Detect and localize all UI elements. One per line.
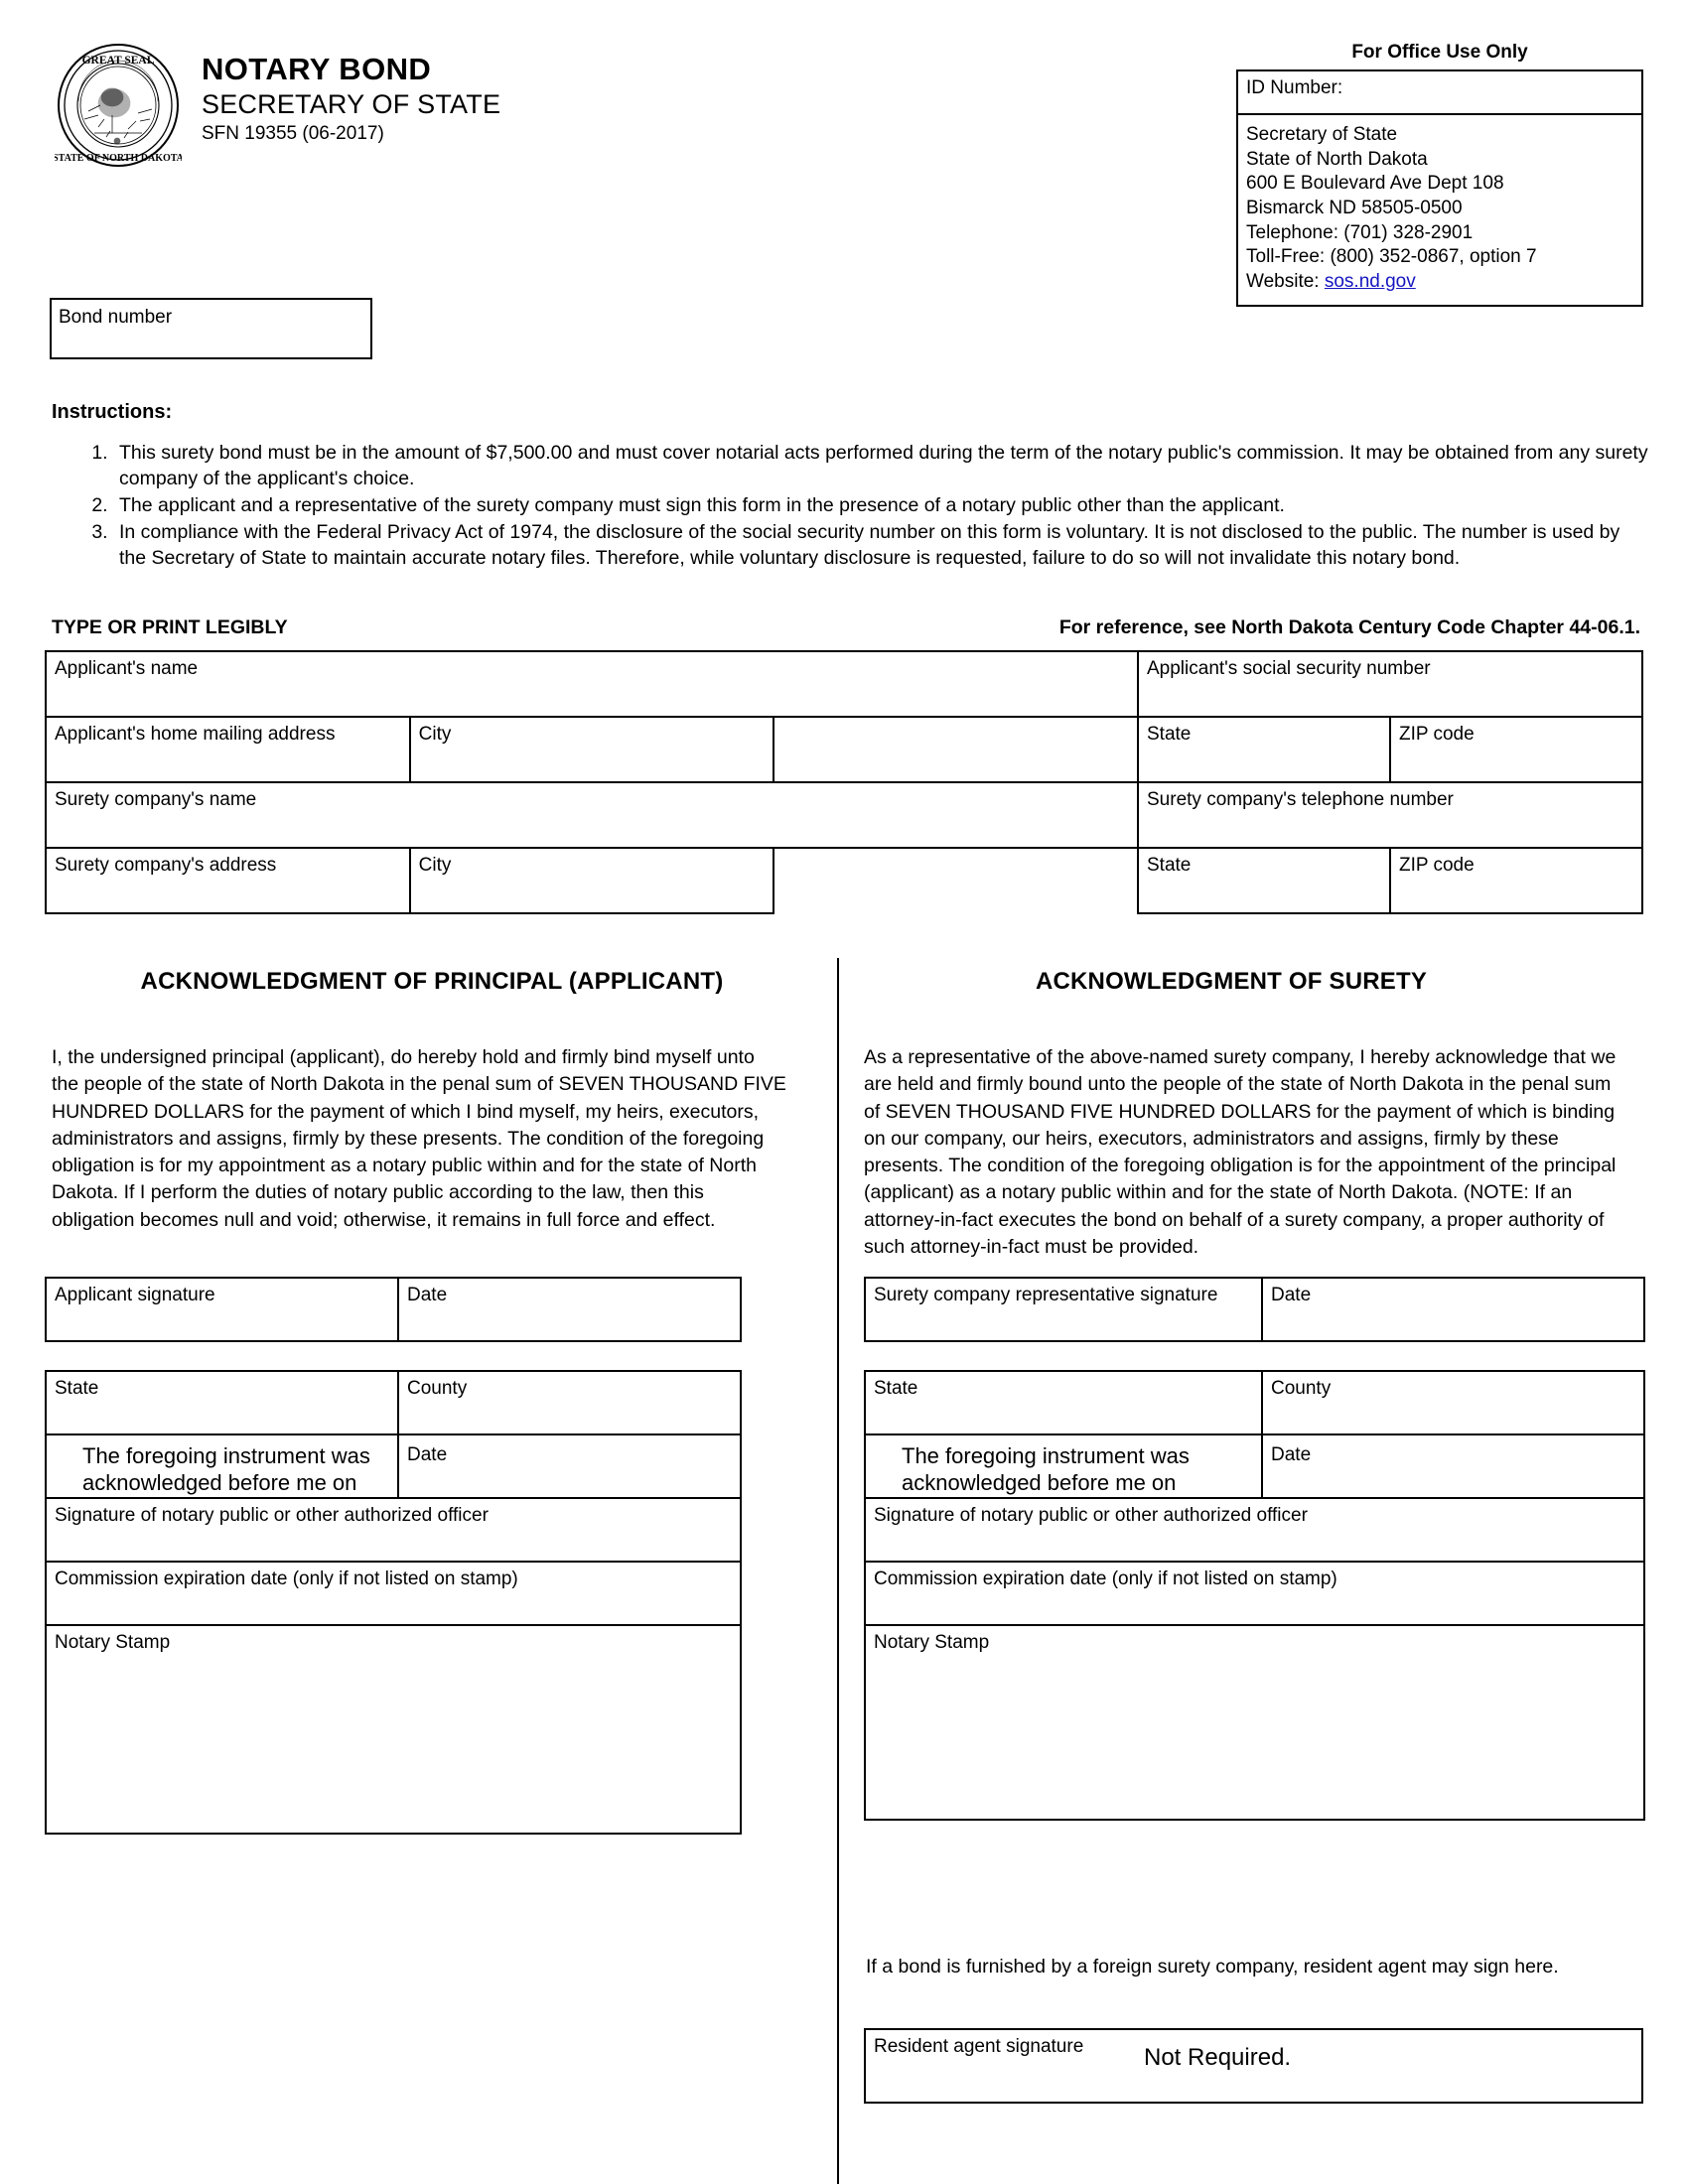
notary-state-field[interactable]: State [865,1371,1262,1434]
surety-zip-field[interactable]: ZIP code [1390,848,1642,913]
table-row [865,1498,1644,1562]
form-number: SFN 19355 (06-2017) [202,123,384,144]
notary-stamp-field[interactable]: Notary Stamp [865,1625,1644,1820]
commission-expiration-field[interactable]: Commission expiration date (only if not listed on stamp) [46,1562,741,1625]
page-title: NOTARY BOND [202,52,432,86]
title-block [202,54,500,143]
applicant-date-field[interactable]: Date [398,1278,741,1341]
instructions-heading: Instructions: [52,401,173,423]
table-row [46,651,1642,717]
website-link[interactable]: sos.nd.gov [1324,271,1416,293]
bond-number-label: Bond number [59,307,173,328]
applicant-state-field[interactable]: State [1138,717,1390,782]
table-row [46,782,1642,848]
website-line [1246,270,1633,295]
surety-name-field[interactable]: Surety company's name [46,782,1138,848]
resident-agent-label: Resident agent signature [874,2036,1084,2057]
resident-agent-signature-field[interactable] [865,2029,1642,2103]
table-row [46,1625,741,1834]
notary-county-field[interactable]: County [398,1371,741,1434]
ack-phrase-label: The foregoing instrument was acknowledged before me on [865,1434,1262,1498]
table-row [46,1498,741,1562]
applicant-signature-field[interactable]: Applicant signature [46,1278,398,1341]
century-code-reference: For reference, see North Dakota Century Code Chapter 44-06.1. [1058,616,1640,638]
state-seal-icon [55,42,182,169]
list-item: 3. In compliance with the Federal Privacy Act of 1974, the disclosure of the social security number on this form is voluntary. It is not disclosed to the public. The number is used by the Secretary of State to maintain accurate notary files. Therefore, while voluntary disclosure is requested, failure to do so will not invalidate this notary bond. [113,520,1650,572]
column-divider [837,958,839,2184]
table-row [46,1371,741,1434]
address-line: Secretary of State [1246,124,1398,145]
surety-state-field[interactable]: State [1138,848,1390,913]
surety-notary-table [864,1370,1645,1821]
address-line: Toll-Free: (800) 352-0867, option 7 [1246,246,1537,268]
ack-phrase-label: The foregoing instrument was acknowledged before me on [46,1434,398,1498]
agency-name: SECRETARY OF STATE [202,89,501,119]
notary-signature-field[interactable]: Signature of notary public or other authorized officer [46,1498,741,1562]
table-row [46,1562,741,1625]
ack-date-field[interactable]: Date [398,1434,741,1498]
table-row [865,1434,1644,1498]
applicant-address-field[interactable]: Applicant's home mailing address [46,717,410,782]
table-row [865,1278,1644,1341]
id-number-field[interactable]: ID Number: [1238,71,1641,115]
website-label: Website: [1246,271,1325,293]
bond-number-field[interactable] [50,298,372,359]
table-row [865,2029,1642,2103]
instructions-list [52,441,1650,573]
list-item: 2. The applicant and a representative of the surety company must sign this form in the presence of a notary public other than the applicant. [113,493,1650,519]
applicant-zip-field[interactable]: ZIP code [1390,717,1642,782]
list-item: 1. This surety bond must be in the amount of $7,500.00 and must cover notarial acts performed during the term of the notary public's commission. It may be obtained from any surety company of the applicant's choice. [113,441,1650,492]
applicant-signature-table [45,1277,742,1342]
resident-agent-table [864,2028,1643,2104]
address-line: 600 E Boulevard Ave Dept 108 [1246,173,1504,195]
principal-notary-table [45,1370,742,1835]
table-row [46,717,1642,782]
table-row [865,1562,1644,1625]
surety-city-field[interactable]: City [410,848,774,913]
foreign-surety-note: If a bond is furnished by a foreign surety company, resident agent may sign here. [866,1956,1559,1978]
address-line: Bismarck ND 58505-0500 [1246,198,1463,219]
svg-text:STATE OF NORTH DAKOTA: STATE OF NORTH DAKOTA [55,153,182,164]
office-use-box [1236,69,1643,307]
principal-ack-body: I, the undersigned principal (applicant), do hereby hold and firmly bind myself unto the people of the state of North Dakota in the penal sum of SEVEN THOUSAND FIVE HUNDRED DOLLARS for the payment of which I bind myself, my heirs, executors, administrators and assigns, firmly by these presents. The condition of the foregoing obligation is for my appointment as a notary public within and for the state of North Dakota. If I perform the duties of notary public according to the law, then this obligation becomes null and void; otherwise, it remains in full force and effect. [52,1046,786,1231]
acknowledgment-headings [45,968,1643,996]
applicant-ssn-field[interactable]: Applicant's social security number [1138,651,1642,717]
address-line: Telephone: (701) 328-2901 [1246,221,1474,243]
applicant-name-field[interactable]: Applicant's name [46,651,1138,717]
principal-ack-heading: ACKNOWLEDGMENT OF PRINCIPAL (APPLICANT) [140,968,724,995]
applicant-surety-table [45,650,1643,914]
office-use-heading: For Office Use Only [1351,42,1528,63]
table-row [865,1625,1644,1820]
legibly-row [52,616,1640,639]
applicant-city-field[interactable]: City [410,717,774,782]
table-row [46,1278,741,1341]
resident-agent-value: Not Required. [1144,2044,1292,2071]
surety-rep-signature-field[interactable]: Surety company representative signature [865,1278,1262,1341]
table-row [46,848,1642,913]
table-row [865,1371,1644,1434]
surety-signature-table [864,1277,1645,1342]
office-address [1238,115,1641,305]
address-line: State of North Dakota [1246,148,1428,170]
notary-county-field[interactable]: County [1262,1371,1644,1434]
office-use-section [1236,42,1643,307]
notary-signature-field[interactable]: Signature of notary public or other authorized officer [865,1498,1644,1562]
commission-expiration-field[interactable]: Commission expiration date (only if not listed on stamp) [865,1562,1644,1625]
table-row [46,1434,741,1498]
surety-phone-field[interactable]: Surety company's telephone number [1138,782,1642,848]
surety-date-field[interactable]: Date [1262,1278,1644,1341]
notary-stamp-field[interactable]: Notary Stamp [46,1625,741,1834]
surety-ack-heading: ACKNOWLEDGMENT OF SURETY [1035,968,1428,995]
ack-date-field[interactable]: Date [1262,1434,1644,1498]
notary-state-field[interactable]: State [46,1371,398,1434]
svg-text:GREAT SEAL: GREAT SEAL [81,55,155,67]
type-print-legibly-label: TYPE OR PRINT LEGIBLY [52,616,288,638]
surety-ack-body: As a representative of the above-named surety company, I hereby acknowledge that we are held and firmly bound unto the people of the state of North Dakota in the penal sum of SEVEN THOUSAND FIVE HUNDRED DOLLARS for the payment of which is binding on our company, our heirs, executors, administrators and assigns, firmly by these presents. The condition of the foregoing obligation is for the appointment of the principal (applicant) as a notary public within and for the state of North Dakota. (NOTE: If an attorney-in-fact executes the bond on behalf of a surety company, a proper authority of such attorney-in-fact must be provided. [864,1046,1617,1259]
surety-address-field[interactable]: Surety company's address [46,848,410,913]
